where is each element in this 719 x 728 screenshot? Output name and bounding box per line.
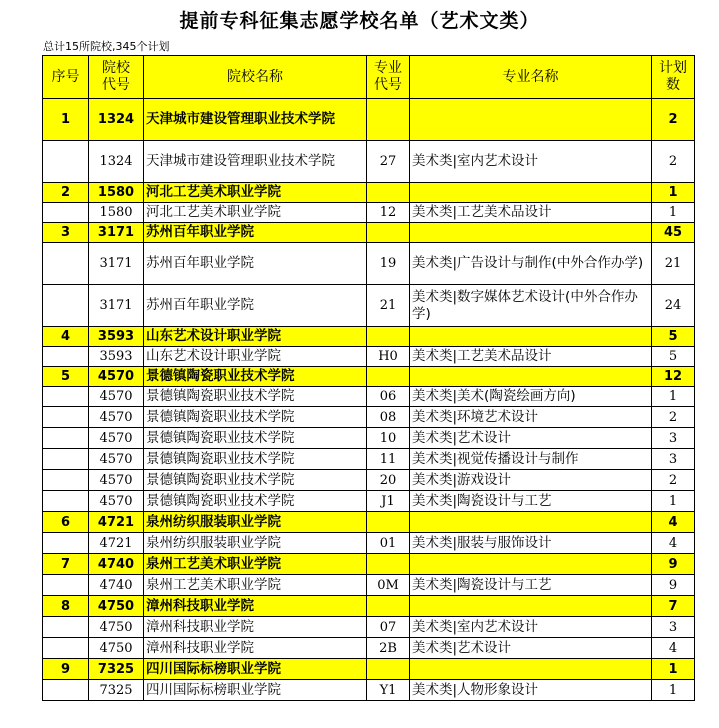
major-name-cell: 美术类|室内艺术设计 xyxy=(410,141,652,183)
school-name-cell: 泉州纺织服装职业学院 xyxy=(144,533,367,554)
plan-cell: 1 xyxy=(652,387,695,407)
school-code-cell: 1580 xyxy=(89,203,144,223)
major-name-cell: 美术类|室内艺术设计 xyxy=(410,617,652,638)
school-name-cell: 景德镇陶瓷职业技术学院 xyxy=(144,407,367,428)
school-name-cell: 泉州工艺美术职业学院 xyxy=(144,575,367,596)
major-row xyxy=(43,407,695,428)
school-code-cell: 1324 xyxy=(89,99,144,141)
major-name-cell: 美术类|人物形象设计 xyxy=(410,680,652,701)
major-row xyxy=(43,285,695,327)
major-row xyxy=(43,575,695,596)
school-code-cell: 7325 xyxy=(89,659,144,680)
plan-cell: 1 xyxy=(652,659,695,680)
major-code-cell: 20 xyxy=(367,470,410,491)
major-row xyxy=(43,428,695,449)
major-name-cell: 美术类|服装与服饰设计 xyxy=(410,533,652,554)
header-major-name: 专业名称 xyxy=(410,56,652,99)
school-code-cell: 4570 xyxy=(89,470,144,491)
seq-cell: 2 xyxy=(43,183,89,203)
major-name-cell xyxy=(410,512,652,533)
page-title: 提前专科征集志愿学校名单（艺术文类） xyxy=(179,10,540,32)
major-name-cell: 美术类|美术(陶瓷绘画方向) xyxy=(410,387,652,407)
school-code-cell: 3593 xyxy=(89,347,144,367)
major-code-cell: 12 xyxy=(367,203,410,223)
school-name-cell: 泉州工艺美术职业学院 xyxy=(144,554,367,575)
school-code-cell: 3593 xyxy=(89,327,144,347)
header-seq: 序号 xyxy=(43,56,89,99)
major-row xyxy=(43,470,695,491)
seq-cell xyxy=(43,141,89,183)
major-code-cell: 08 xyxy=(367,407,410,428)
header-major-code: 专业 代号 xyxy=(367,56,410,99)
plan-cell: 7 xyxy=(652,596,695,617)
school-code-cell: 1324 xyxy=(89,141,144,183)
major-name-cell: 美术类|数字媒体艺术设计(中外合作办学) xyxy=(410,285,652,327)
header-school-name: 院校名称 xyxy=(144,56,367,99)
major-code-cell: H0 xyxy=(367,347,410,367)
seq-cell xyxy=(43,203,89,223)
major-name-cell xyxy=(410,596,652,617)
school-name-cell: 河北工艺美术职业学院 xyxy=(144,183,367,203)
seq-cell xyxy=(43,491,89,512)
major-code-cell: 06 xyxy=(367,387,410,407)
plan-cell: 2 xyxy=(652,99,695,141)
major-name-cell: 美术类|艺术设计 xyxy=(410,428,652,449)
major-row xyxy=(43,680,695,701)
major-name-cell xyxy=(410,554,652,575)
school-name-cell: 四川国际标榜职业学院 xyxy=(144,659,367,680)
school-name-cell: 漳州科技职业学院 xyxy=(144,596,367,617)
major-code-cell: Y1 xyxy=(367,680,410,701)
school-code-cell: 4570 xyxy=(89,387,144,407)
seq-cell xyxy=(43,407,89,428)
major-name-cell xyxy=(410,183,652,203)
seq-cell xyxy=(43,617,89,638)
major-code-cell xyxy=(367,596,410,617)
plan-cell: 4 xyxy=(652,638,695,659)
plan-cell: 24 xyxy=(652,285,695,327)
major-code-cell: 07 xyxy=(367,617,410,638)
school-code-cell: 4750 xyxy=(89,596,144,617)
major-row xyxy=(43,387,695,407)
major-code-cell: 21 xyxy=(367,285,410,327)
seq-cell: 4 xyxy=(43,327,89,347)
school-name-cell: 山东艺术设计职业学院 xyxy=(144,347,367,367)
school-name-cell: 景德镇陶瓷职业技术学院 xyxy=(144,449,367,470)
major-name-cell: 美术类|工艺美术品设计 xyxy=(410,347,652,367)
major-code-cell xyxy=(367,99,410,141)
plan-cell: 1 xyxy=(652,203,695,223)
seq-cell: 3 xyxy=(43,223,89,243)
seq-cell xyxy=(43,387,89,407)
plan-cell: 5 xyxy=(652,347,695,367)
major-row xyxy=(43,533,695,554)
major-name-cell xyxy=(410,99,652,141)
school-code-cell: 1580 xyxy=(89,183,144,203)
school-row xyxy=(43,99,695,141)
major-name-cell xyxy=(410,327,652,347)
school-code-cell: 4570 xyxy=(89,367,144,387)
major-name-cell xyxy=(410,659,652,680)
school-code-cell: 4570 xyxy=(89,428,144,449)
seq-cell xyxy=(43,680,89,701)
major-name-cell xyxy=(410,367,652,387)
school-name-cell: 景德镇陶瓷职业技术学院 xyxy=(144,491,367,512)
major-name-cell: 美术类|视觉传播设计与制作 xyxy=(410,449,652,470)
plan-cell: 1 xyxy=(652,491,695,512)
header-school-code: 院校 代号 xyxy=(89,56,144,99)
plan-cell: 2 xyxy=(652,141,695,183)
school-name-cell: 苏州百年职业学院 xyxy=(144,223,367,243)
seq-cell xyxy=(43,638,89,659)
major-row xyxy=(43,141,695,183)
school-code-cell: 4750 xyxy=(89,617,144,638)
summary-text: 总计15所院校,345个计划 xyxy=(43,40,170,53)
major-code-cell: 01 xyxy=(367,533,410,554)
plan-cell: 5 xyxy=(652,327,695,347)
plan-cell: 2 xyxy=(652,407,695,428)
seq-cell: 9 xyxy=(43,659,89,680)
seq-cell: 6 xyxy=(43,512,89,533)
school-name-cell: 景德镇陶瓷职业技术学院 xyxy=(144,428,367,449)
school-code-cell: 4740 xyxy=(89,575,144,596)
school-table xyxy=(42,55,695,701)
seq-cell xyxy=(43,243,89,285)
school-name-cell: 天津城市建设管理职业技术学院 xyxy=(144,99,367,141)
major-row xyxy=(43,347,695,367)
major-code-cell xyxy=(367,512,410,533)
plan-cell: 4 xyxy=(652,512,695,533)
major-code-cell: 27 xyxy=(367,141,410,183)
school-code-cell: 4721 xyxy=(89,512,144,533)
school-name-cell: 苏州百年职业学院 xyxy=(144,243,367,285)
table-body xyxy=(43,99,695,701)
school-name-cell: 漳州科技职业学院 xyxy=(144,638,367,659)
plan-cell: 9 xyxy=(652,575,695,596)
school-code-cell: 3171 xyxy=(89,243,144,285)
major-code-cell: 19 xyxy=(367,243,410,285)
seq-cell xyxy=(43,470,89,491)
school-row xyxy=(43,183,695,203)
major-row xyxy=(43,203,695,223)
plan-cell: 1 xyxy=(652,680,695,701)
seq-cell: 8 xyxy=(43,596,89,617)
plan-cell: 3 xyxy=(652,617,695,638)
major-row xyxy=(43,638,695,659)
major-row xyxy=(43,449,695,470)
major-code-cell: 10 xyxy=(367,428,410,449)
plan-cell: 9 xyxy=(652,554,695,575)
school-name-cell: 泉州纺织服装职业学院 xyxy=(144,512,367,533)
school-row xyxy=(43,596,695,617)
school-code-cell: 4570 xyxy=(89,407,144,428)
major-row xyxy=(43,617,695,638)
school-name-cell: 苏州百年职业学院 xyxy=(144,285,367,327)
major-code-cell: 0M xyxy=(367,575,410,596)
plan-cell: 1 xyxy=(652,183,695,203)
plan-cell: 45 xyxy=(652,223,695,243)
seq-cell xyxy=(43,575,89,596)
school-code-cell: 3171 xyxy=(89,285,144,327)
major-name-cell: 美术类|陶瓷设计与工艺 xyxy=(410,491,652,512)
school-row xyxy=(43,223,695,243)
school-row xyxy=(43,554,695,575)
school-row xyxy=(43,327,695,347)
major-row xyxy=(43,243,695,285)
major-name-cell: 美术类|工艺美术品设计 xyxy=(410,203,652,223)
major-name-cell: 美术类|环境艺术设计 xyxy=(410,407,652,428)
school-name-cell: 景德镇陶瓷职业技术学院 xyxy=(144,470,367,491)
seq-cell xyxy=(43,428,89,449)
plan-cell: 21 xyxy=(652,243,695,285)
major-row xyxy=(43,491,695,512)
major-code-cell xyxy=(367,367,410,387)
school-name-cell: 四川国际标榜职业学院 xyxy=(144,680,367,701)
school-name-cell: 山东艺术设计职业学院 xyxy=(144,327,367,347)
school-name-cell: 天津城市建设管理职业技术学院 xyxy=(144,141,367,183)
school-code-cell: 7325 xyxy=(89,680,144,701)
school-code-cell: 3171 xyxy=(89,223,144,243)
school-row xyxy=(43,659,695,680)
seq-cell xyxy=(43,533,89,554)
major-code-cell xyxy=(367,223,410,243)
school-code-cell: 4721 xyxy=(89,533,144,554)
school-row xyxy=(43,367,695,387)
major-code-cell xyxy=(367,659,410,680)
major-code-cell xyxy=(367,183,410,203)
school-code-cell: 4740 xyxy=(89,554,144,575)
major-code-cell: J1 xyxy=(367,491,410,512)
school-name-cell: 河北工艺美术职业学院 xyxy=(144,203,367,223)
seq-cell xyxy=(43,449,89,470)
plan-cell: 2 xyxy=(652,470,695,491)
major-name-cell: 美术类|游戏设计 xyxy=(410,470,652,491)
plan-cell: 3 xyxy=(652,449,695,470)
school-name-cell: 漳州科技职业学院 xyxy=(144,617,367,638)
school-name-cell: 景德镇陶瓷职业技术学院 xyxy=(144,387,367,407)
school-name-cell: 景德镇陶瓷职业技术学院 xyxy=(144,367,367,387)
major-name-cell xyxy=(410,223,652,243)
school-code-cell: 4750 xyxy=(89,638,144,659)
seq-cell xyxy=(43,285,89,327)
major-code-cell xyxy=(367,327,410,347)
seq-cell: 7 xyxy=(43,554,89,575)
school-code-cell: 4570 xyxy=(89,491,144,512)
seq-cell xyxy=(43,347,89,367)
plan-cell: 12 xyxy=(652,367,695,387)
school-row xyxy=(43,512,695,533)
major-code-cell: 2B xyxy=(367,638,410,659)
seq-cell: 1 xyxy=(43,99,89,141)
header-plan: 计划 数 xyxy=(652,56,695,99)
major-name-cell: 美术类|广告设计与制作(中外合作办学) xyxy=(410,243,652,285)
plan-cell: 4 xyxy=(652,533,695,554)
major-code-cell: 11 xyxy=(367,449,410,470)
school-code-cell: 4570 xyxy=(89,449,144,470)
seq-cell: 5 xyxy=(43,367,89,387)
major-name-cell: 美术类|艺术设计 xyxy=(410,638,652,659)
major-name-cell: 美术类|陶瓷设计与工艺 xyxy=(410,575,652,596)
plan-cell: 3 xyxy=(652,428,695,449)
table-header-row xyxy=(43,56,695,99)
major-code-cell xyxy=(367,554,410,575)
